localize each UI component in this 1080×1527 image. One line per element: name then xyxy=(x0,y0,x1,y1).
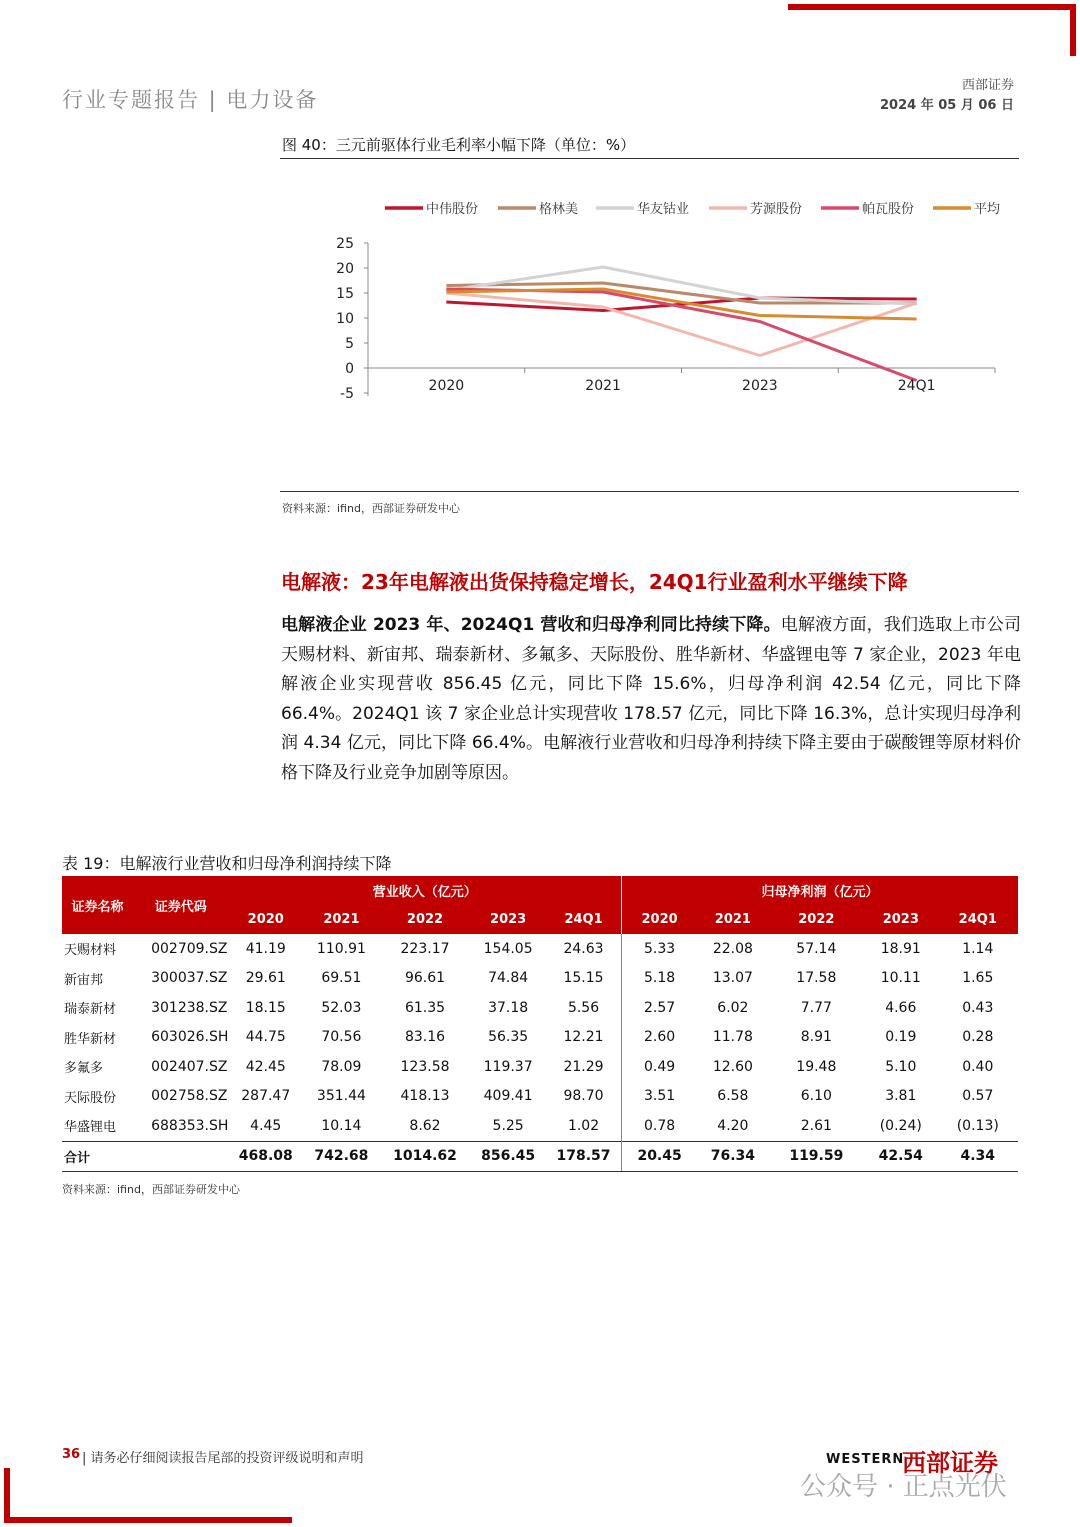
revenue-cell: 1.02 xyxy=(567,1117,600,1134)
revenue-cell: 61.35 xyxy=(404,999,446,1016)
revenue-cell: 24.63 xyxy=(563,940,604,957)
net-profit-cell: 119.59 xyxy=(769,1141,864,1172)
net-profit-cell: 57.14 xyxy=(796,940,837,957)
revenue-cell: 98.70 xyxy=(563,1088,604,1105)
header-year: 24Q1 xyxy=(938,905,1018,934)
x-tick-label: 2020 xyxy=(428,378,465,394)
net-profit-cell: (0.13) xyxy=(956,1117,999,1134)
company-name: 新宙邦 xyxy=(64,972,104,988)
section-title: 电解液：23年电解液出货保持稳定增长，24Q1行业盈利水平继续下降 xyxy=(281,570,908,594)
revenue-cell: 83.16 xyxy=(404,1029,446,1046)
stock-code: 688353.SH xyxy=(151,1117,229,1134)
header-year: 2020 xyxy=(228,905,303,934)
header-year: 2023 xyxy=(470,905,546,934)
figure-title: 图 40：三元前驱体行业毛利率小幅下降（单位：%） xyxy=(282,136,636,154)
revenue-cell: 74.84 xyxy=(488,970,529,987)
revenue-cell: 287.47 xyxy=(241,1088,291,1105)
net-profit-cell: 6.10 xyxy=(800,1088,832,1105)
y-tick-label: 25 xyxy=(336,236,354,252)
header-year: 2022 xyxy=(769,905,864,934)
net-profit-cell: 42.54 xyxy=(864,1141,938,1172)
divider xyxy=(280,158,1019,159)
revenue-cell: 12.21 xyxy=(563,1029,604,1046)
x-tick-label: 2021 xyxy=(585,378,621,394)
net-profit-cell: (0.24) xyxy=(879,1117,922,1134)
legend-label: 华友钴业 xyxy=(637,202,690,217)
legend-label: 芳源股份 xyxy=(750,202,803,217)
company-name: 天际股份 xyxy=(64,1090,117,1106)
net-profit-cell: 22.08 xyxy=(712,940,753,957)
corner-decoration xyxy=(4,1468,10,1523)
revenue-cell: 418.13 xyxy=(400,1088,450,1105)
revenue-cell: 110.91 xyxy=(316,940,366,957)
y-tick-label: -5 xyxy=(340,386,354,402)
revenue-cell: 29.61 xyxy=(245,970,286,987)
table-row xyxy=(62,1052,1018,1082)
y-tick-label: 15 xyxy=(336,286,354,302)
revenue-cell: 4.45 xyxy=(250,1117,282,1134)
legend-label: 帕瓦股份 xyxy=(862,202,915,217)
header-net-profit: 归母净利润（亿元） xyxy=(622,876,1018,905)
header-company: 西部证券 xyxy=(961,78,1014,93)
revenue-cell: 96.61 xyxy=(404,970,446,987)
revenue-cell: 5.56 xyxy=(567,999,600,1016)
watermark: 公众号 · 正点光伏 xyxy=(800,1472,1007,1502)
net-profit-cell: 6.58 xyxy=(717,1088,749,1105)
net-profit-cell: 12.60 xyxy=(712,1058,753,1075)
net-profit-cell: 1.65 xyxy=(962,970,994,987)
header-year: 24Q1 xyxy=(546,905,622,934)
revenue-cell: 37.18 xyxy=(488,999,529,1016)
paragraph-lead: 电解液企业 2023 年、2024Q1 营收和归母净利同比持续下降。 xyxy=(281,615,781,635)
stock-code xyxy=(133,1141,228,1172)
net-profit-cell: 0.43 xyxy=(962,999,994,1016)
company-name: 华盛锂电 xyxy=(64,1120,117,1136)
y-tick-label: 5 xyxy=(345,336,354,352)
net-profit-cell: 0.78 xyxy=(622,1111,698,1141)
net-profit-cell: 19.48 xyxy=(796,1058,837,1075)
figure-source: 资料来源：ifind，西部证券研发中心 xyxy=(282,502,460,515)
table-total-row xyxy=(62,1141,1018,1172)
company-name: 胜华新材 xyxy=(64,1031,117,1047)
y-tick-label: 10 xyxy=(336,311,354,327)
section-paragraph xyxy=(281,611,1021,789)
stock-code: 603026.SH xyxy=(151,1029,229,1046)
x-tick-label: 24Q1 xyxy=(897,378,936,394)
header-code: 证券代码 xyxy=(133,876,228,934)
header-year: 2023 xyxy=(864,905,938,934)
net-profit-cell: 0.28 xyxy=(962,1029,994,1046)
net-profit-cell: 5.18 xyxy=(622,964,698,994)
stock-code: 002709.SZ xyxy=(151,940,228,957)
revenue-cell: 351.44 xyxy=(316,1088,366,1105)
revenue-cell: 8.62 xyxy=(409,1117,441,1134)
net-profit-cell: 3.51 xyxy=(622,1082,698,1112)
stock-code: 300037.SZ xyxy=(151,970,228,987)
y-tick-label: 0 xyxy=(345,361,354,377)
net-profit-cell: 13.07 xyxy=(712,970,753,987)
header-date: 2024 年 05 月 06 日 xyxy=(880,98,1014,113)
net-profit-cell: 5.10 xyxy=(885,1058,917,1075)
logo-text-cn: 西部证券 xyxy=(902,1449,998,1477)
net-profit-cell: 11.78 xyxy=(712,1029,753,1046)
revenue-cell: 119.37 xyxy=(483,1058,533,1075)
net-profit-cell: 8.91 xyxy=(800,1029,832,1046)
net-profit-cell: 6.02 xyxy=(717,999,749,1016)
company-name: 瑞泰新材 xyxy=(64,1002,117,1018)
stock-code: 002407.SZ xyxy=(151,1058,228,1075)
page-number: 36 xyxy=(62,1447,81,1462)
table-row xyxy=(62,1082,1018,1112)
header-year: 2022 xyxy=(380,905,471,934)
header-revenue: 营业收入（亿元） xyxy=(228,876,621,905)
revenue-cell: 56.35 xyxy=(488,1029,529,1046)
line-chart xyxy=(280,190,1020,415)
company-name: 多氟多 xyxy=(64,1061,104,1077)
table-title: 表 19：电解液行业营收和归母净利润持续下降 xyxy=(62,854,392,873)
stock-code: 002758.SZ xyxy=(151,1088,228,1105)
company-name: 合计 xyxy=(62,1141,133,1172)
net-profit-cell: 17.58 xyxy=(796,970,837,987)
revenue-cell: 178.57 xyxy=(546,1141,622,1172)
revenue-cell: 18.15 xyxy=(245,999,286,1016)
revenue-cell: 10.14 xyxy=(321,1117,362,1134)
net-profit-cell: 0.49 xyxy=(622,1052,698,1082)
revenue-cell: 69.51 xyxy=(321,970,362,987)
table-row xyxy=(62,934,1018,964)
header-name: 证券名称 xyxy=(62,876,133,934)
corner-decoration xyxy=(4,1517,292,1523)
revenue-cell: 223.17 xyxy=(400,940,450,957)
revenue-cell: 41.19 xyxy=(245,940,286,957)
net-profit-cell: 76.34 xyxy=(697,1141,769,1172)
footer-disclaimer: | 请务必仔细阅读报告尾部的投资评级说明和声明 xyxy=(82,1451,364,1466)
revenue-cell: 52.03 xyxy=(321,999,362,1016)
table-row xyxy=(62,1023,1018,1053)
revenue-cell: 5.25 xyxy=(492,1117,524,1134)
revenue-cell: 15.15 xyxy=(563,970,604,987)
revenue-cell: 742.68 xyxy=(303,1141,380,1172)
report-category: 行业专题报告 | 电力设备 xyxy=(62,88,319,112)
corner-decoration xyxy=(788,4,1076,10)
net-profit-cell: 0.40 xyxy=(962,1058,994,1075)
net-profit-cell: 0.57 xyxy=(962,1088,994,1105)
header-year: 2021 xyxy=(303,905,380,934)
y-tick-label: 20 xyxy=(336,261,354,277)
net-profit-cell: 4.66 xyxy=(885,999,917,1016)
net-profit-cell: 3.81 xyxy=(885,1088,917,1105)
revenue-cell: 70.56 xyxy=(321,1029,362,1046)
paragraph-body: 电解液方面，我们选取上市公司天赐材料、新宙邦、瑞泰新材、多氟多、天际股份、胜华新材、华盛锂电等 7 家企业，2023 年电解液企业实现营收 856.45 亿元，同比下降 15.6%，归母净利润 42.54 亿元，同比下降 66.4%。2024Q1 该 7 家企业总计实现营收 178.57 亿元，同比下降 16.3%，总计实现归母净利润 4.34 亿元，同比下降 66.4%。电解液行业营收和归母净利持续下降主要由于碳酸锂等原材料价格下降及行业竞争加剧等原因。 xyxy=(281,615,1022,783)
x-tick-label: 2023 xyxy=(742,378,778,394)
revenue-cell: 123.58 xyxy=(400,1058,450,1075)
revenue-cell: 44.75 xyxy=(245,1029,286,1046)
company-name: 天赐材料 xyxy=(64,943,117,959)
stock-code: 301238.SZ xyxy=(151,999,228,1016)
legend-label: 中伟股份 xyxy=(426,202,479,217)
table-row xyxy=(62,993,1018,1023)
revenue-cell: 856.45 xyxy=(470,1141,546,1172)
net-profit-cell: 5.33 xyxy=(622,934,698,964)
legend-label: 格林美 xyxy=(539,202,579,217)
revenue-cell: 42.45 xyxy=(245,1058,286,1075)
net-profit-cell: 4.20 xyxy=(717,1117,749,1134)
logo-text-en: WESTERN xyxy=(826,1452,905,1467)
revenue-cell: 409.41 xyxy=(483,1088,533,1105)
divider xyxy=(280,491,1019,492)
net-profit-cell: 10.11 xyxy=(880,970,921,987)
net-profit-cell: 2.57 xyxy=(622,993,698,1023)
legend-label: 平均 xyxy=(974,202,1001,217)
revenue-cell: 1014.62 xyxy=(380,1141,471,1172)
financial-table xyxy=(62,876,1018,1172)
net-profit-cell: 20.45 xyxy=(622,1141,698,1172)
revenue-cell: 468.08 xyxy=(228,1141,303,1172)
header-year: 2020 xyxy=(622,905,698,934)
net-profit-cell: 4.34 xyxy=(938,1141,1018,1172)
net-profit-cell: 0.19 xyxy=(885,1029,917,1046)
net-profit-cell: 7.77 xyxy=(800,999,832,1016)
revenue-cell: 21.29 xyxy=(563,1058,604,1075)
table-row xyxy=(62,964,1018,994)
table-source: 资料来源：ifind，西部证券研发中心 xyxy=(62,1183,240,1196)
corner-decoration xyxy=(1070,4,1076,56)
net-profit-cell: 18.91 xyxy=(880,940,921,957)
revenue-cell: 154.05 xyxy=(483,940,533,957)
revenue-cell: 78.09 xyxy=(321,1058,362,1075)
net-profit-cell: 1.14 xyxy=(962,940,994,957)
net-profit-cell: 2.60 xyxy=(622,1023,698,1053)
header-year: 2021 xyxy=(697,905,769,934)
table-row xyxy=(62,1111,1018,1141)
net-profit-cell: 2.61 xyxy=(800,1117,832,1134)
